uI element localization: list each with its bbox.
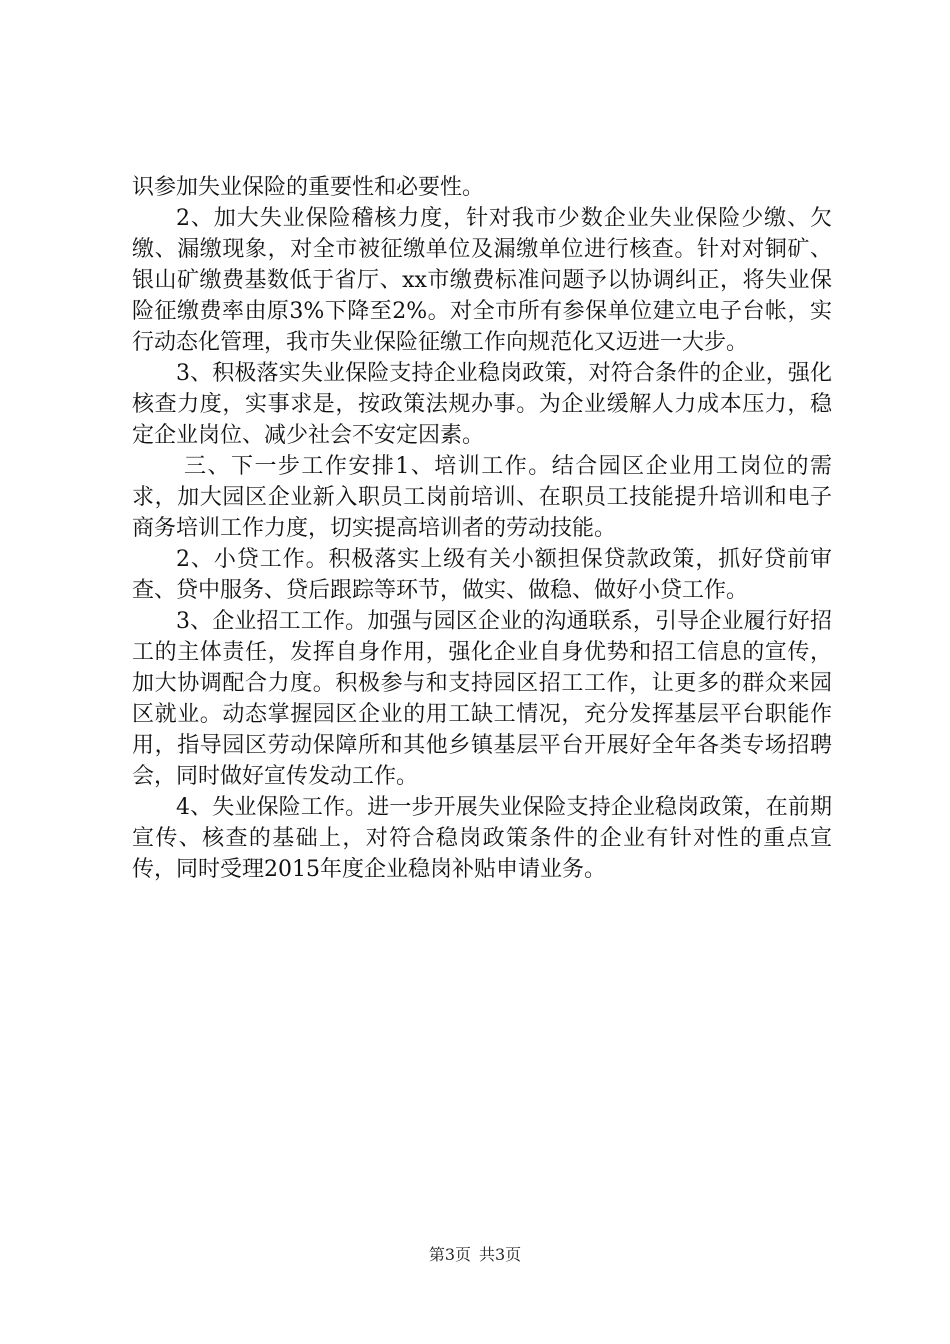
document-body — [132, 172, 832, 885]
paragraph-insurance-work: 4、失业保险工作。进一步开展失业保险支持企业稳岗政策，在前期宣传、核查的基础上，对符合稳岗政策条件的企业有针对性的重点宣传，同时受理2015年度企业稳岗补贴申请业务。 — [132, 795, 832, 882]
paragraph-recruitment-work: 3、企业招工工作。加强与园区企业的沟通联系，引导企业履行好招工的主体责任，发挥自身作用，强化企业自身优势和招工信息的宣传，加大协调配合力度。积极参与和支持园区招工工作，让更多的群众来园区就业。动态掌握园区企业的用工缺工情况，充分发挥基层平台职能作用，指导园区劳动保障所和其他乡镇基层平台开展好全年各类专场招聘会，同时做好宣传发动工作。 — [132, 609, 832, 789]
page-footer — [0, 1245, 950, 1265]
paragraph-item-3: 3、积极落实失业保险支持企业稳岗政策，对符合条件的企业，强化核查力度，实事求是，按政策法规办事。为企业缓解人力成本压力，稳定企业岗位、减少社会不安定因素。 — [132, 361, 832, 448]
paragraph-next-steps: 三、下一步工作安排1、培训工作。结合园区企业用工岗位的需求，加大园区企业新入职员工岗前培训、在职员工技能提升培训和电子商务培训工作力度，切实提高培训者的劳动技能。 — [132, 454, 832, 541]
page-number: 第3页 — [428, 1245, 471, 1264]
paragraph-continuation: 识参加失业保险的重要性和必要性。 — [132, 175, 485, 200]
page-total: 共3页 — [479, 1245, 522, 1264]
paragraph-item-2: 2、加大失业保险稽核力度，针对我市少数企业失业保险少缴、欠缴、漏缴现象，对全市被征缴单位及漏缴单位进行核查。针对对铜矿、银山矿缴费基数低于省厅、xx市缴费标准问题予以协调纠正，将失业保险征缴费率由原3%下降至2%。对全市所有参保单位建立电子台帐，实行动态化管理，我市失业保险征缴工作向规范化又迈进一大步。 — [132, 206, 832, 355]
paragraph-loan-work: 2、小贷工作。积极落实上级有关小额担保贷款政策，抓好贷前审查、贷中服务、贷后跟踪等环节，做实、做稳、做好小贷工作。 — [132, 547, 832, 603]
